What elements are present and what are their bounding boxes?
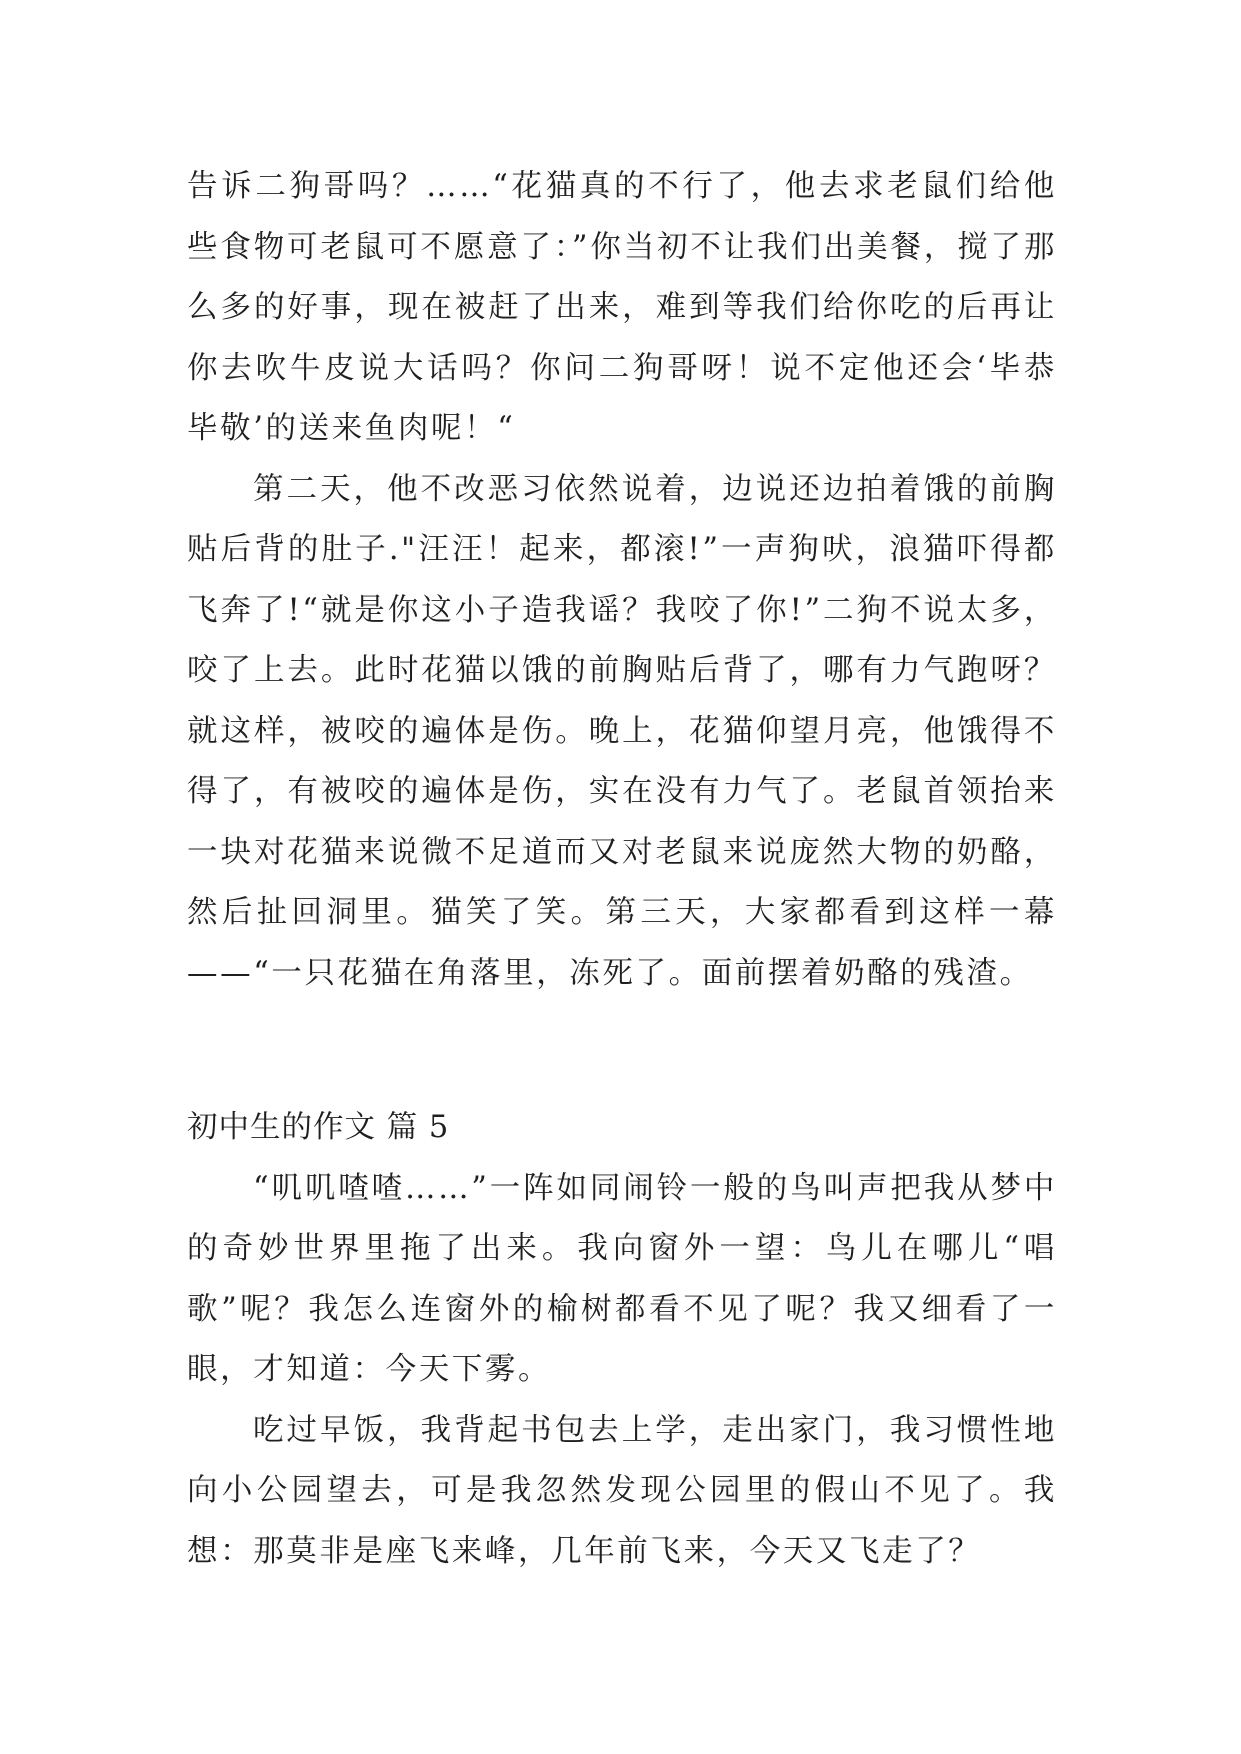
section-gap xyxy=(187,1004,1057,1098)
paragraph: 第二天，他不改恶习依然说着，边说还边拍着饿的前胸贴后背的肚子."汪汪！起来，都滚!”一声狗吠，浪猫吓得都飞奔了!“就是你这小子造我谣？我咬了你!”二狗不说太多，咬了上去。此时花猫以饿的前胸贴后背了，哪有力气跑呀？就这样，被咬的遍体是伤。晚上，花猫仰望月亮，他饿得不得了，有被咬的遍体是伤，实在没有力气了。老鼠首领抬来一块对花猫来说微不足道而又对老鼠来说庞然大物的奶酪，然后扯回洞里。猫笑了笑。第三天，大家都看到这样一幕——“一只花猫在角落里，冻死了。面前摆着奶酪的残渣。 xyxy=(187,471,1057,991)
document-body xyxy=(187,157,1057,1582)
paragraph: “叽叽喳喳……”一阵如同闹铃一般的鸟叫声把我从梦中的奇妙世界里拖了出来。我向窗外一望：鸟儿在哪儿“唱歌”呢？我怎么连窗外的榆树都看不见了呢？我又细看了一眼，才知道：今天下雾。 xyxy=(187,1170,1057,1387)
paragraph: 告诉二狗哥吗？……“花猫真的不行了，他去求老鼠们给他些食物可老鼠可不愿意了：”你当初不让我们出美餐，搅了那么多的好事，现在被赶了出来，难到等我们给你吃的后再让你去吹牛皮说大话吗？你问二狗哥呀！说不定他还会‘毕恭毕敬’的送来鱼肉呢！“ xyxy=(187,169,1057,446)
paragraph: 吃过早饭，我背起书包去上学，走出家门，我习惯性地向小公园望去，可是我忽然发现公园里的假山不见了。我想：那莫非是座飞来峰，几年前飞来，今天又飞走了？ xyxy=(187,1412,1057,1569)
section-heading: 初中生的作文 篇 5 xyxy=(187,1110,450,1145)
